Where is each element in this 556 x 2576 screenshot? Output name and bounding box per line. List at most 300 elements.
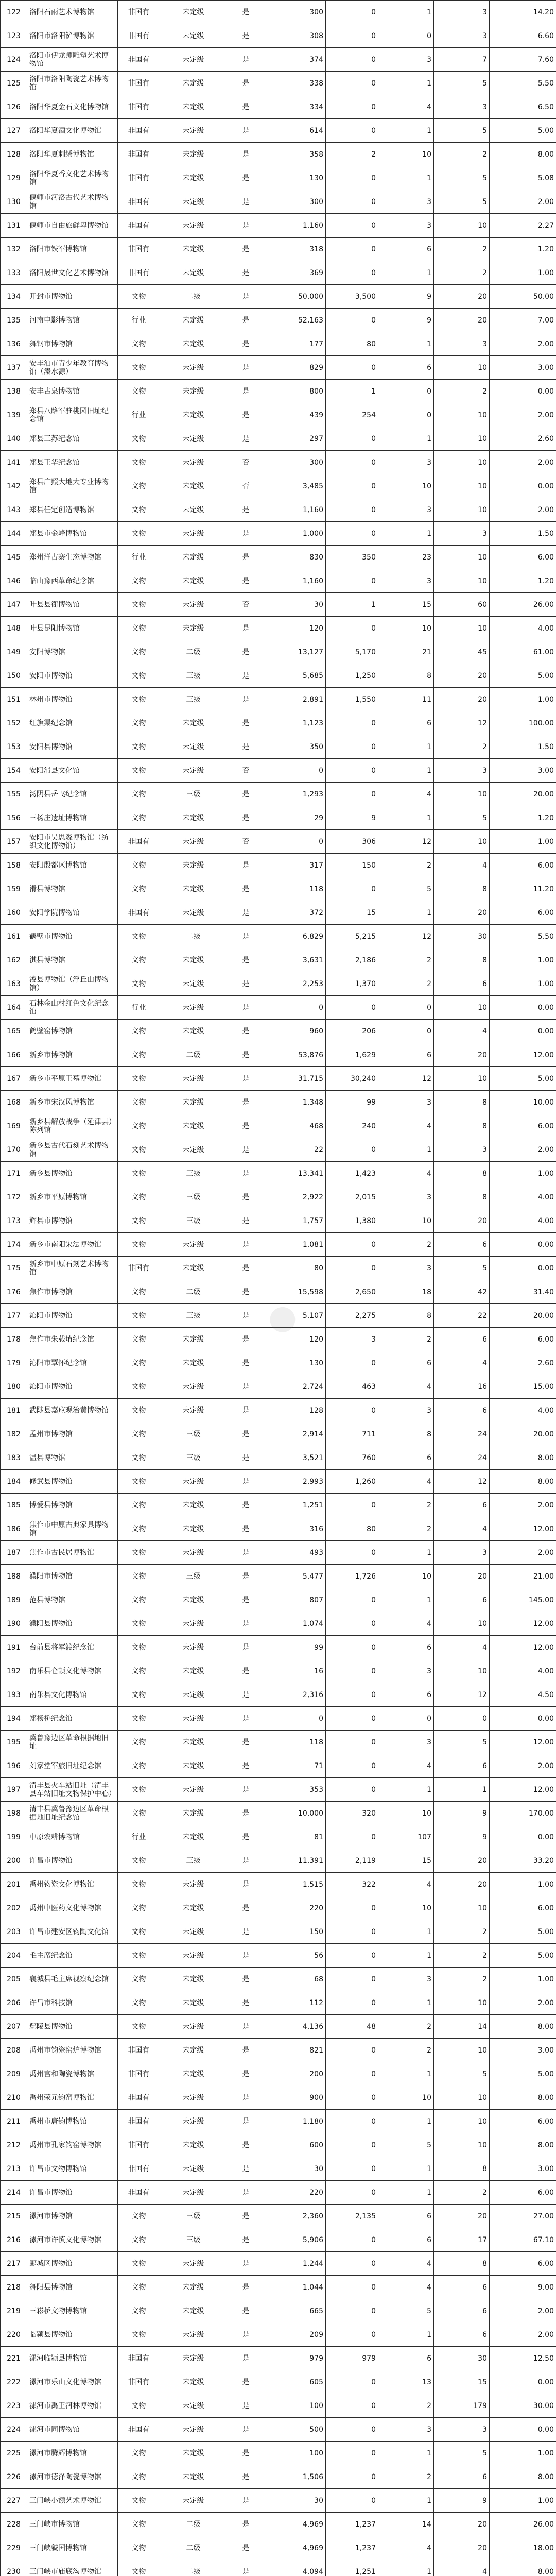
- table-row: [1, 2157, 556, 2181]
- table-cell: 鹤壁市博物馆: [27, 925, 118, 948]
- table-cell: 文物: [118, 1422, 160, 1446]
- table-cell: 未定级: [160, 1470, 227, 1494]
- table-row: [1, 1541, 556, 1565]
- table-cell: 2.60: [490, 427, 556, 451]
- table-cell: 15: [326, 901, 378, 925]
- table-cell: 4: [434, 1636, 490, 1659]
- table-cell: 非国有: [118, 2110, 160, 2133]
- table-cell: 3: [378, 498, 434, 522]
- table-cell: 0: [326, 1233, 378, 1257]
- table-row: [1, 2133, 556, 2157]
- table-cell: 文物: [118, 877, 160, 901]
- table-cell: 新乡县解放战争（延津县）陈列馆: [27, 1114, 118, 1138]
- table-cell: 30: [265, 2489, 326, 2513]
- table-cell: 0: [378, 996, 434, 1020]
- table-row: [1, 2062, 556, 2086]
- table-cell: 30: [265, 593, 326, 617]
- table-cell: 濮阳市博物馆: [27, 1565, 118, 1588]
- table-cell: 文物: [118, 2536, 160, 2560]
- table-cell: 未定级: [160, 877, 227, 901]
- table-cell: 201: [1, 1873, 27, 1896]
- table-cell: 4,969: [265, 2536, 326, 2560]
- table-cell: 493: [265, 1541, 326, 1565]
- table-cell: 文物: [118, 617, 160, 640]
- table-cell: 是: [227, 2086, 265, 2110]
- table-cell: 132: [1, 238, 27, 261]
- table-cell: 137: [1, 356, 27, 380]
- table-cell: 是: [227, 498, 265, 522]
- table-cell: 未定级: [160, 2489, 227, 2513]
- table-row: [1, 2536, 556, 2560]
- table-cell: 8: [378, 664, 434, 688]
- table-row: [1, 522, 556, 546]
- table-cell: 210: [1, 2086, 27, 2110]
- table-cell: 是: [227, 1968, 265, 1991]
- table-cell: 1.20: [490, 569, 556, 593]
- table-cell: 14: [434, 2015, 490, 2039]
- table-cell: 0: [326, 356, 378, 380]
- table-cell: 9: [434, 2489, 490, 2513]
- table-cell: 16: [434, 1375, 490, 1399]
- table-cell: 0: [326, 1138, 378, 1162]
- table-cell: 是: [227, 569, 265, 593]
- table-cell: 洛阳华夏酒文化博物馆: [27, 119, 118, 143]
- table-cell: 12: [378, 925, 434, 948]
- table-cell: 否: [227, 474, 265, 498]
- table-cell: 文物: [118, 498, 160, 522]
- table-cell: 224: [1, 2418, 27, 2442]
- table-cell: 是: [227, 1991, 265, 2015]
- table-cell: 1: [378, 119, 434, 143]
- table-cell: 159: [1, 877, 27, 901]
- table-cell: 温县博物馆: [27, 1446, 118, 1470]
- table-cell: 1: [378, 1778, 434, 1802]
- table-cell: 1,180: [265, 2110, 326, 2133]
- table-cell: 文物: [118, 640, 160, 664]
- table-row: [1, 2394, 556, 2418]
- table-cell: 6,829: [265, 925, 326, 948]
- table-cell: 12.00: [490, 1778, 556, 1802]
- table-cell: 179: [1, 1351, 27, 1375]
- table-cell: 0: [326, 2323, 378, 2347]
- table-cell: 是: [227, 1257, 265, 1280]
- table-cell: 漯河市禹王河林博物馆: [27, 2394, 118, 2418]
- table-row: [1, 1280, 556, 1304]
- table-row: [1, 1494, 556, 1517]
- table-cell: 未定级: [160, 830, 227, 854]
- table-cell: 未定级: [160, 593, 227, 617]
- table-cell: 5.50: [490, 72, 556, 95]
- table-cell: 3,485: [265, 474, 326, 498]
- table-cell: 0.00: [490, 1233, 556, 1257]
- table-cell: 0: [326, 2086, 378, 2110]
- table-cell: 13,341: [265, 1162, 326, 1185]
- table-cell: 0: [378, 24, 434, 48]
- table-cell: 1: [378, 261, 434, 285]
- table-cell: 未定级: [160, 1896, 227, 1920]
- table-cell: 未定级: [160, 617, 227, 640]
- table-cell: 20: [434, 2205, 490, 2228]
- table-cell: 3: [378, 1968, 434, 1991]
- table-cell: 6: [378, 356, 434, 380]
- table-cell: 未定级: [160, 474, 227, 498]
- table-cell: 未定级: [160, 735, 227, 759]
- table-cell: 2: [378, 854, 434, 877]
- table-cell: 6: [378, 2205, 434, 2228]
- table-cell: 文物: [118, 1351, 160, 1375]
- table-cell: 0: [326, 48, 378, 72]
- table-cell: 300: [265, 190, 326, 214]
- table-cell: 0: [326, 2418, 378, 2442]
- table-cell: 127: [1, 119, 27, 143]
- table-cell: 未定级: [160, 451, 227, 474]
- table-cell: 3: [378, 1091, 434, 1114]
- table-cell: 5: [434, 190, 490, 214]
- table-cell: 5,477: [265, 1565, 326, 1588]
- table-cell: 5,215: [326, 925, 378, 948]
- table-cell: 非国有: [118, 24, 160, 48]
- table-cell: 2,135: [326, 2205, 378, 2228]
- table-cell: 5.00: [490, 1067, 556, 1091]
- table-cell: 2,922: [265, 1185, 326, 1209]
- table-cell: 未定级: [160, 759, 227, 783]
- table-cell: 是: [227, 285, 265, 309]
- table-cell: 10: [378, 1896, 434, 1920]
- table-cell: 8.00: [490, 143, 556, 166]
- table-cell: 1.00: [490, 1162, 556, 1185]
- table-cell: 172: [1, 1185, 27, 1209]
- table-cell: 是: [227, 2418, 265, 2442]
- table-row: [1, 1446, 556, 1470]
- table-cell: 61.00: [490, 640, 556, 664]
- table-cell: 6: [378, 1043, 434, 1067]
- table-cell: 182: [1, 1422, 27, 1446]
- table-cell: 未定级: [160, 1067, 227, 1091]
- table-cell: 文物: [118, 285, 160, 309]
- table-cell: 文物: [118, 2465, 160, 2489]
- table-cell: 200: [1, 1849, 27, 1873]
- table-cell: 209: [1, 2062, 27, 2086]
- table-cell: 68: [265, 1968, 326, 1991]
- table-row: [1, 617, 556, 640]
- table-cell: 文物: [118, 2394, 160, 2418]
- table-cell: 0.00: [490, 474, 556, 498]
- table-cell: 武陟县嘉应观治黄博物馆: [27, 1399, 118, 1422]
- table-cell: 0: [326, 1944, 378, 1968]
- table-cell: 12.00: [490, 1636, 556, 1659]
- table-cell: 4.00: [490, 617, 556, 640]
- table-cell: 未定级: [160, 1920, 227, 1944]
- table-cell: 文物: [118, 1636, 160, 1659]
- table-cell: 1: [378, 759, 434, 783]
- table-row: [1, 356, 556, 380]
- table-cell: 毛主席纪念馆: [27, 1944, 118, 1968]
- table-cell: 是: [227, 214, 265, 238]
- table-cell: 0: [378, 380, 434, 403]
- table-row: [1, 1091, 556, 1114]
- table-cell: 非国有: [118, 214, 160, 238]
- table-row: [1, 1944, 556, 1968]
- table-cell: 31.40: [490, 1280, 556, 1304]
- table-cell: 未定级: [160, 2157, 227, 2181]
- table-cell: 是: [227, 2276, 265, 2299]
- table-cell: 0: [326, 451, 378, 474]
- table-cell: 是: [227, 2347, 265, 2370]
- table-cell: 3: [434, 332, 490, 356]
- table-cell: 是: [227, 1636, 265, 1659]
- table-cell: 未定级: [160, 2252, 227, 2276]
- table-cell: 12.00: [490, 1517, 556, 1541]
- table-cell: 0: [326, 1, 378, 24]
- table-cell: 南乐县文化博物馆: [27, 1683, 118, 1707]
- table-row: [1, 380, 556, 403]
- table-cell: 2,360: [265, 2205, 326, 2228]
- table-cell: 10: [378, 474, 434, 498]
- table-cell: 10: [434, 783, 490, 806]
- table-cell: 禹州荣元钧窑博物馆: [27, 2086, 118, 2110]
- table-cell: 是: [227, 546, 265, 569]
- table-cell: 洛阳市铁军博物馆: [27, 238, 118, 261]
- table-cell: 829: [265, 356, 326, 380]
- table-cell: 文物: [118, 1968, 160, 1991]
- table-cell: 20: [434, 1849, 490, 1873]
- table-cell: 124: [1, 48, 27, 72]
- table-cell: 3.00: [490, 759, 556, 783]
- table-cell: 178: [1, 1328, 27, 1351]
- table-cell: 未定级: [160, 1328, 227, 1351]
- table-cell: 15: [378, 1849, 434, 1873]
- table-cell: 未定级: [160, 2039, 227, 2062]
- table-cell: 是: [227, 261, 265, 285]
- table-cell: 禹州宫和陶瓷博物馆: [27, 2062, 118, 2086]
- table-cell: 文物: [118, 1731, 160, 1754]
- table-cell: 0: [326, 24, 378, 48]
- table-cell: 8.00: [490, 1446, 556, 1470]
- table-cell: 浚县博物馆（浮丘山博物馆）: [27, 972, 118, 996]
- table-cell: 4.00: [490, 1209, 556, 1233]
- table-cell: 215: [1, 2205, 27, 2228]
- table-cell: 未定级: [160, 2465, 227, 2489]
- table-cell: 8.00: [490, 2015, 556, 2039]
- table-cell: 未定级: [160, 1020, 227, 1043]
- table-cell: 郑县广照大地大专业博物馆: [27, 474, 118, 498]
- table-cell: 52,163: [265, 309, 326, 332]
- table-cell: 30.00: [490, 2394, 556, 2418]
- table-cell: 文物: [118, 593, 160, 617]
- table-cell: 文物: [118, 1659, 160, 1683]
- table-row: [1, 474, 556, 498]
- table-cell: 20: [434, 309, 490, 332]
- table-cell: 否: [227, 451, 265, 474]
- table-cell: 179: [434, 2394, 490, 2418]
- table-cell: 211: [1, 2110, 27, 2133]
- table-cell: 未定级: [160, 427, 227, 451]
- table-cell: 三级: [160, 688, 227, 711]
- table-cell: 1: [378, 166, 434, 190]
- table-cell: 160: [1, 901, 27, 925]
- table-cell: 二级: [160, 2536, 227, 2560]
- table-cell: 1,237: [326, 2536, 378, 2560]
- table-cell: 164: [1, 996, 27, 1020]
- table-row: [1, 1991, 556, 2015]
- table-cell: 4,969: [265, 2513, 326, 2536]
- table-cell: 10: [434, 830, 490, 854]
- table-cell: 是: [227, 1185, 265, 1209]
- table-cell: 未定级: [160, 2347, 227, 2370]
- table-cell: 2: [434, 380, 490, 403]
- table-cell: 未定级: [160, 522, 227, 546]
- table-cell: 147: [1, 593, 27, 617]
- table-cell: 8: [434, 1185, 490, 1209]
- table-cell: 175: [1, 1257, 27, 1280]
- table-row: [1, 1162, 556, 1185]
- table-cell: 是: [227, 332, 265, 356]
- table-cell: 6.00: [490, 854, 556, 877]
- table-cell: 未定级: [160, 1351, 227, 1375]
- table-cell: 1.00: [490, 2489, 556, 2513]
- table-cell: 是: [227, 1067, 265, 1091]
- table-cell: 是: [227, 1138, 265, 1162]
- table-cell: 1: [378, 1, 434, 24]
- table-cell: 56: [265, 1944, 326, 1968]
- table-cell: 80: [265, 1257, 326, 1280]
- table-cell: 10: [434, 2086, 490, 2110]
- table-cell: 沁阳市博物馆: [27, 1375, 118, 1399]
- table-cell: 21: [378, 640, 434, 664]
- table-cell: 830: [265, 546, 326, 569]
- table-cell: 非国有: [118, 2086, 160, 2110]
- table-cell: 4: [378, 1754, 434, 1778]
- table-cell: 100: [265, 2394, 326, 2418]
- table-cell: 1: [378, 427, 434, 451]
- table-cell: 807: [265, 1588, 326, 1612]
- table-cell: 文物: [118, 688, 160, 711]
- table-cell: 10: [434, 403, 490, 427]
- table-cell: 0: [326, 2062, 378, 2086]
- table-cell: 1: [378, 1944, 434, 1968]
- table-cell: 洛阳市伊龙师雕塑艺术博物馆: [27, 48, 118, 72]
- table-cell: 清丰县冀鲁豫边区革命根据地旧址纪念馆: [27, 1802, 118, 1825]
- table-cell: 临颍县博物馆: [27, 2323, 118, 2347]
- table-cell: 12: [434, 1470, 490, 1494]
- table-cell: 未定级: [160, 403, 227, 427]
- table-cell: 50.00: [490, 285, 556, 309]
- table-cell: 20: [434, 1209, 490, 1233]
- table-cell: 2,253: [265, 972, 326, 996]
- table-cell: 3: [434, 2418, 490, 2442]
- table-row: [1, 2560, 556, 2576]
- table-row: [1, 948, 556, 972]
- table-cell: 2.00: [490, 1494, 556, 1517]
- table-cell: 20.00: [490, 1422, 556, 1446]
- table-cell: 216: [1, 2228, 27, 2252]
- table-cell: 0: [265, 996, 326, 1020]
- table-cell: 3: [378, 1659, 434, 1683]
- table-cell: 冀鲁豫边区革命根据地旧址: [27, 1731, 118, 1754]
- table-row: [1, 2465, 556, 2489]
- table-row: [1, 498, 556, 522]
- table-cell: 文物: [118, 1375, 160, 1399]
- table-cell: 未定级: [160, 1517, 227, 1541]
- table-cell: 80: [326, 1517, 378, 1541]
- table-cell: 128: [265, 1399, 326, 1422]
- table-cell: 196: [1, 1754, 27, 1778]
- table-cell: 5.00: [490, 1944, 556, 1968]
- table-cell: 许昌市文物博物馆: [27, 2157, 118, 2181]
- table-cell: 0: [326, 2370, 378, 2394]
- table-cell: 0: [326, 1659, 378, 1683]
- table-cell: 文物: [118, 2276, 160, 2299]
- table-cell: 是: [227, 2157, 265, 2181]
- table-cell: 5: [434, 2442, 490, 2465]
- table-cell: 138: [1, 380, 27, 403]
- table-cell: 143: [1, 498, 27, 522]
- table-cell: 4.00: [490, 1399, 556, 1422]
- table-cell: 308: [265, 24, 326, 48]
- table-cell: 是: [227, 48, 265, 72]
- table-cell: 三级: [160, 2228, 227, 2252]
- table-row: [1, 2370, 556, 2394]
- table-cell: 1.00: [490, 1968, 556, 1991]
- table-cell: 是: [227, 2039, 265, 2062]
- table-cell: 6: [434, 1494, 490, 1517]
- table-row: [1, 214, 556, 238]
- table-cell: 6: [434, 2465, 490, 2489]
- table-cell: 0: [326, 1636, 378, 1659]
- table-cell: 3,521: [265, 1446, 326, 1470]
- table-cell: 191: [1, 1636, 27, 1659]
- table-cell: 0: [326, 1707, 378, 1731]
- table-cell: 文物: [118, 1754, 160, 1778]
- table-cell: 0: [378, 403, 434, 427]
- table-cell: 未定级: [160, 2133, 227, 2157]
- table-row: [1, 2205, 556, 2228]
- table-cell: 濮阳县博物馆: [27, 1612, 118, 1636]
- table-cell: 沁阳市覃怀纪念馆: [27, 1351, 118, 1375]
- table-row: [1, 1209, 556, 1233]
- watermark: ●: [264, 1296, 300, 1339]
- table-row: [1, 1233, 556, 1257]
- table-cell: 洛阳晟世文化艺术博物馆: [27, 261, 118, 285]
- table-cell: 未定级: [160, 1659, 227, 1683]
- table-cell: 16: [265, 1659, 326, 1683]
- table-cell: 374: [265, 48, 326, 72]
- table-cell: 1.00: [490, 1873, 556, 1896]
- table-cell: 1,000: [265, 522, 326, 546]
- table-cell: 非国有: [118, 2347, 160, 2370]
- table-cell: 文物: [118, 2252, 160, 2276]
- table-row: [1, 1138, 556, 1162]
- table-row: [1, 451, 556, 474]
- table-cell: 136: [1, 332, 27, 356]
- table-cell: 是: [227, 522, 265, 546]
- table-cell: 非国有: [118, 166, 160, 190]
- table-cell: 是: [227, 2205, 265, 2228]
- table-row: [1, 1707, 556, 1731]
- table-cell: 未定级: [160, 2015, 227, 2039]
- table-cell: 0: [265, 830, 326, 854]
- table-cell: 未定级: [160, 95, 227, 119]
- table-cell: 187: [1, 1541, 27, 1565]
- table-cell: 5,107: [265, 1304, 326, 1328]
- table-row: [1, 403, 556, 427]
- table-cell: 是: [227, 166, 265, 190]
- table-cell: 文物: [118, 2015, 160, 2039]
- table-cell: 4: [378, 1114, 434, 1138]
- table-cell: 未定级: [160, 1636, 227, 1659]
- table-cell: 漯河市腾辉博物馆: [27, 2442, 118, 2465]
- table-cell: 文物: [118, 1233, 160, 1257]
